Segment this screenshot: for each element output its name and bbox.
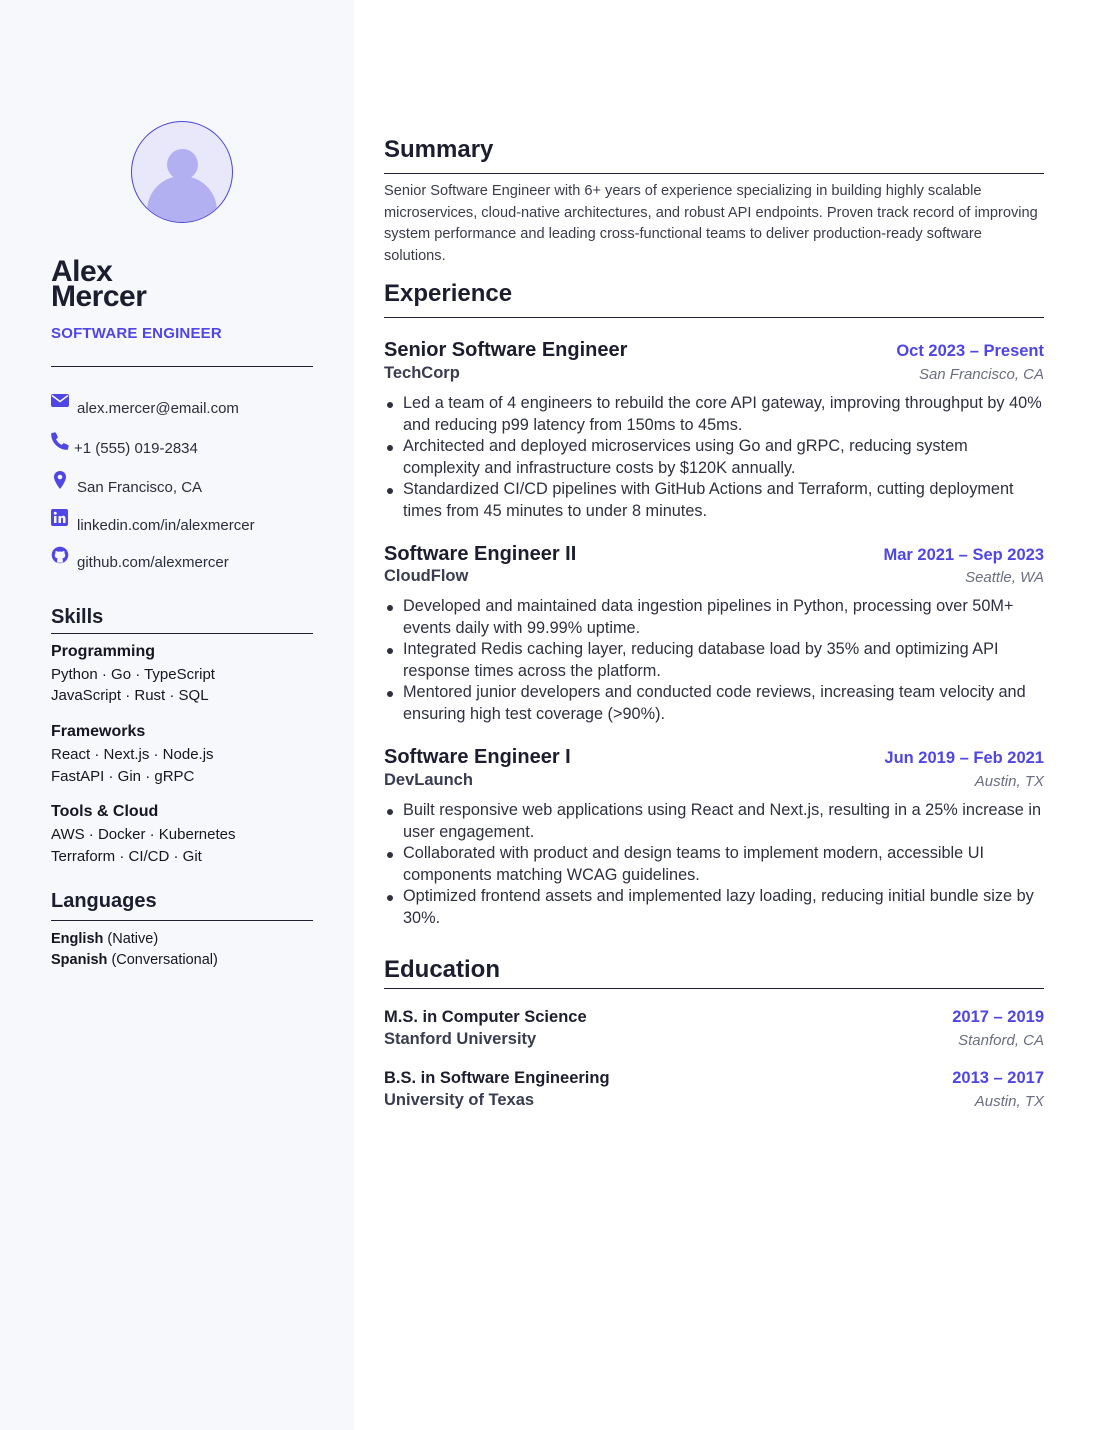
job-bullet: Integrated Redis caching layer, reducing database load by 35% and optimizing API response times across the platform. xyxy=(384,639,1048,682)
job-bullet: Optimized frontend assets and implemented lazy loading, reducing initial bundle size by 30%. xyxy=(384,886,1048,929)
education-years: 2013 – 2017 xyxy=(952,1069,1044,1087)
contact-location-text: San Francisco, CA xyxy=(77,479,203,496)
education-location: Austin, TX xyxy=(974,1093,1044,1110)
skills-heading: Skills xyxy=(51,606,104,628)
contact-linkedin-text: linkedin.com/in/alexmercer xyxy=(77,517,255,534)
skill-category: Programming xyxy=(51,643,156,660)
linkedin-icon xyxy=(51,509,69,527)
divider xyxy=(384,317,1044,318)
contact-location xyxy=(51,471,341,497)
education-years: 2017 – 2019 xyxy=(952,1008,1044,1026)
job-dates: Jun 2019 – Feb 2021 xyxy=(884,749,1044,767)
education-degree: B.S. in Software Engineering xyxy=(384,1069,610,1087)
job-bullet: Developed and maintained data ingestion pipelines in Python, processing over 50M+ events daily with 99.99% uptime. xyxy=(384,596,1048,639)
skill-line: Terraform · CI/CD · Git xyxy=(51,848,202,865)
job-title: Software Engineer II xyxy=(384,543,577,565)
language-name: English xyxy=(51,931,104,947)
education-heading: Education xyxy=(384,956,501,983)
candidate-name xyxy=(51,255,147,313)
job-role: SOFTWARE ENGINEER xyxy=(51,325,222,342)
job-bullet: Architected and deployed microservices using Go and gRPC, reducing system complexity and infrastructure costs by $120K annually. xyxy=(384,436,1048,479)
experience-heading: Experience xyxy=(384,280,513,307)
skill-category: Frameworks xyxy=(51,723,146,740)
contact-github-text: github.com/alexmercer xyxy=(77,554,229,571)
job-bullets xyxy=(384,393,1048,523)
divider xyxy=(51,633,313,634)
github-icon xyxy=(51,546,69,564)
skill-line: React · Next.js · Node.js xyxy=(51,746,214,763)
job-location: Seattle, WA xyxy=(965,569,1044,586)
map-pin-icon xyxy=(51,471,69,489)
contact-github[interactable] xyxy=(51,546,341,572)
summary-heading: Summary xyxy=(384,136,494,163)
skill-line: FastAPI · Gin · gRPC xyxy=(51,768,195,785)
job-company: TechCorp xyxy=(384,364,460,382)
first-name: Alex xyxy=(51,255,113,288)
job-title: Senior Software Engineer xyxy=(384,339,628,361)
languages-heading: Languages xyxy=(51,890,157,912)
job-dates: Oct 2023 – Present xyxy=(896,342,1044,360)
job-bullets xyxy=(384,800,1048,930)
job-dates: Mar 2021 – Sep 2023 xyxy=(883,546,1044,564)
divider xyxy=(51,920,313,921)
job-bullet: Built responsive web applications using React and Next.js, resulting in a 25% increase in user engagement. xyxy=(384,800,1048,843)
job-title: Software Engineer I xyxy=(384,746,571,768)
job-bullets xyxy=(384,596,1048,726)
job-location: Austin, TX xyxy=(974,773,1044,790)
contact-email-text: alex.mercer@email.com xyxy=(77,400,239,417)
education-location: Stanford, CA xyxy=(958,1032,1044,1049)
job-bullet: Collaborated with product and design teams to implement modern, accessible UI components matching WCAG guidelines. xyxy=(384,843,1048,886)
divider xyxy=(51,366,313,367)
job-company: CloudFlow xyxy=(384,567,469,585)
skill-line: Python · Go · TypeScript xyxy=(51,666,215,683)
divider xyxy=(384,988,1044,989)
language-level: (Conversational) xyxy=(111,952,218,968)
contact-linkedin[interactable] xyxy=(51,509,341,535)
language-level: (Native) xyxy=(107,931,159,947)
language-item xyxy=(51,952,218,968)
phone-icon xyxy=(51,432,69,450)
divider xyxy=(384,173,1044,174)
last-name: Mercer xyxy=(51,280,147,313)
skill-category: Tools & Cloud xyxy=(51,803,159,820)
language-name: Spanish xyxy=(51,952,108,968)
avatar xyxy=(131,121,233,223)
education-school: University of Texas xyxy=(384,1091,535,1109)
job-bullet: Mentored junior developers and conducted code reviews, increasing team velocity and ensuring high test coverage (>90%). xyxy=(384,682,1048,725)
contact-phone[interactable] xyxy=(51,432,341,458)
education-degree: M.S. in Computer Science xyxy=(384,1008,587,1026)
skill-line: AWS · Docker · Kubernetes xyxy=(51,826,236,843)
sidebar xyxy=(0,0,354,1430)
contact-email[interactable] xyxy=(51,392,341,418)
job-bullet: Led a team of 4 engineers to rebuild the core API gateway, improving throughput by 40% and reducing p99 latency from 150ms to 45ms. xyxy=(384,393,1048,436)
skill-line: JavaScript · Rust · SQL xyxy=(51,687,209,704)
job-location: San Francisco, CA xyxy=(918,366,1044,383)
job-bullet: Standardized CI/CD pipelines with GitHub Actions and Terraform, cutting deployment times from 45 minutes to under 8 minutes. xyxy=(384,479,1048,522)
education-school: Stanford University xyxy=(384,1030,537,1048)
avatar-shoulders xyxy=(147,176,217,223)
summary-text: Senior Software Engineer with 6+ years of experience specializing in building highly scalable microservices, cloud-native architectures, and robust API endpoints. Proven track record of improving system performance and leading cross-functional teams to deliver production-ready software solutions. xyxy=(384,183,1038,264)
envelope-icon xyxy=(51,392,69,410)
job-company: DevLaunch xyxy=(384,771,473,789)
contact-phone-text: +1 (555) 019-2834 xyxy=(74,440,198,457)
language-item xyxy=(51,931,158,947)
